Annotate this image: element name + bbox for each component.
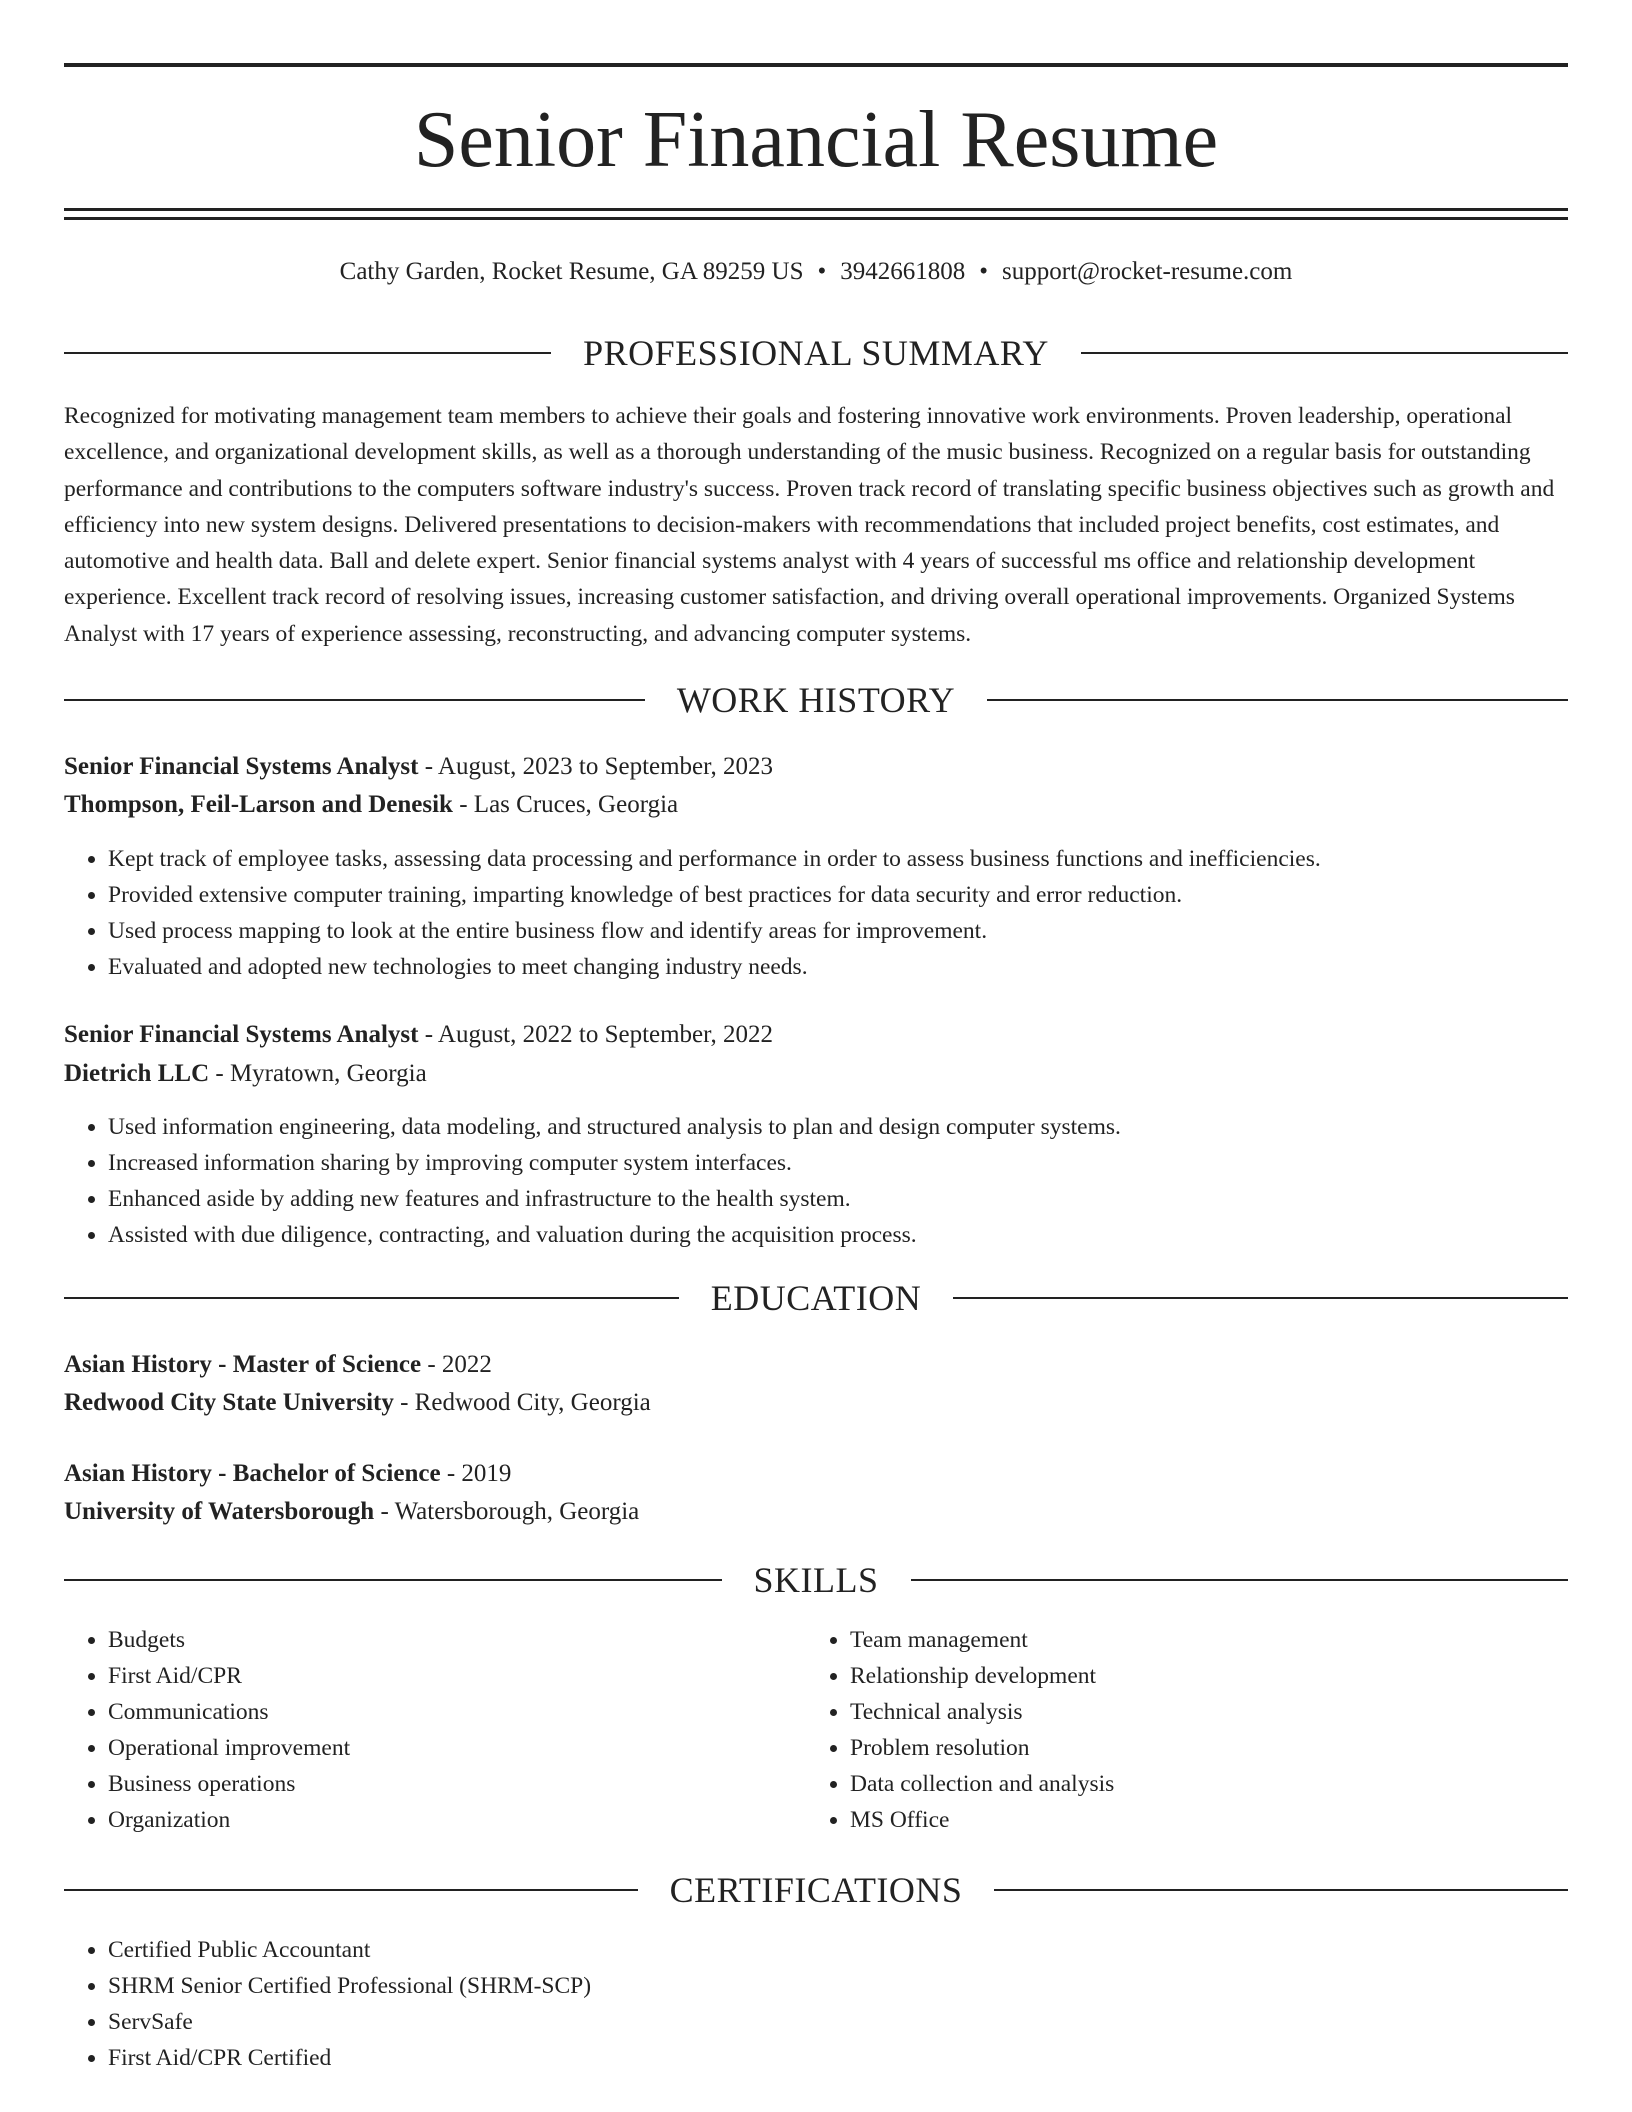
heading-rule <box>64 352 551 354</box>
heading-rule <box>994 1889 1568 1891</box>
job-company: Thompson, Feil-Larson and Denesik <box>64 791 453 818</box>
list-item: • Used information engineering, data modeling, and structured analysis to plan and design computer systems. <box>108 1109 1612 1145</box>
skill-item: • First Aid/CPR <box>108 1658 808 1694</box>
job-location: - Las Cruces, Georgia <box>452 791 679 818</box>
skill-item: • Relationship development <box>850 1658 1550 1694</box>
certification-item: • ServSafe <box>108 2004 1612 2040</box>
job-company-line <box>64 1056 1568 1092</box>
skills-list-left <box>64 1622 808 1838</box>
school-name: Redwood City State University <box>64 1389 394 1416</box>
skill-item: • Team management <box>850 1622 1550 1658</box>
skill-item: • Business operations <box>108 1766 808 1802</box>
list-item: • Increased information sharing by improving computer system interfaces. <box>108 1145 1612 1181</box>
heading-rule <box>953 1297 1568 1299</box>
certifications-list <box>64 1932 1612 2076</box>
list-item: • Enhanced aside by adding new features and infrastructure to the health system. <box>108 1181 1612 1217</box>
skill-item: • Technical analysis <box>850 1694 1550 1730</box>
school-name: University of Watersborough <box>64 1498 375 1525</box>
section-heading-certifications <box>64 1870 1568 1910</box>
job-duties-list <box>64 841 1612 985</box>
list-item: • Evaluated and adopted new technologies to meet changing industry needs. <box>108 949 1612 985</box>
school-line <box>64 1494 1568 1530</box>
degree-line <box>64 1456 1568 1492</box>
contact-separator: • <box>817 258 827 285</box>
contact-email: support@rocket-resume.com <box>1002 258 1293 285</box>
certification-item: • Certified Public Accountant <box>108 1932 1612 1968</box>
job-dates: - August, 2023 to September, 2023 <box>418 753 773 780</box>
degree-name: Asian History - Master of Science <box>64 1351 422 1378</box>
list-item: • Used process mapping to look at the entire business flow and identify areas for improvement. <box>108 913 1612 949</box>
job-duties-list <box>64 1109 1612 1253</box>
skill-item: • Operational improvement <box>108 1730 808 1766</box>
section-title: SKILLS <box>753 1560 879 1600</box>
section-heading-work-history <box>64 680 1568 720</box>
contact-separator: • <box>979 258 989 285</box>
contact-line <box>64 254 1568 290</box>
contact-address: Cathy Garden, Rocket Resume, GA 89259 US <box>339 258 804 285</box>
job-title-line <box>64 1017 1568 1053</box>
heading-rule <box>64 1889 638 1891</box>
top-rule <box>64 63 1568 67</box>
job-title: Senior Financial Systems Analyst <box>64 753 419 780</box>
list-item: • Kept track of employee tasks, assessing data processing and performance in order to assess business functions and inefficiencies. <box>108 841 1612 877</box>
skill-item: • Organization <box>108 1802 808 1838</box>
title-double-rule <box>64 208 1568 220</box>
list-item: • Provided extensive computer training, imparting knowledge of best practices for data security and error reduction. <box>108 877 1612 913</box>
certification-item: • SHRM Senior Certified Professional (SHRM-SCP) <box>108 1968 1612 2004</box>
list-item: • Assisted with due diligence, contracting, and valuation during the acquisition process. <box>108 1217 1612 1253</box>
heading-rule <box>987 699 1568 701</box>
section-title: CERTIFICATIONS <box>669 1870 963 1910</box>
school-location: - Redwood City, Georgia <box>393 1389 651 1416</box>
section-heading-summary <box>64 333 1568 373</box>
degree-name: Asian History - Bachelor of Science <box>64 1460 441 1487</box>
heading-rule <box>911 1579 1569 1581</box>
skill-item: • Problem resolution <box>850 1730 1550 1766</box>
heading-rule <box>64 1297 679 1299</box>
heading-rule <box>1081 352 1568 354</box>
heading-rule <box>64 699 645 701</box>
summary-text: Recognized for motivating management team members to achieve their goals and fostering innovative work environments. Proven leadership, operational excellence, and organizational development skills, as well as a thorough understanding of the music business. Recognized on a regular basis for outstanding performance and contributions to the computers software industry's success. Proven track record of translating specific business objectives such as growth and efficiency into new system designs. Delivered presentations to decision-makers with recommendations that included project benefits, cost estimates, and automotive and health data. Ball and delete expert. Senior financial systems analyst with 4 years of successful ms office and relationship development experience. Excellent track record of resolving issues, increasing customer satisfaction, and driving overall operational improvements. Organized Systems Analyst with 17 years of experience assessing, reconstructing, and advancing computer systems. <box>64 403 1555 647</box>
skill-item: • Data collection and analysis <box>850 1766 1550 1802</box>
skill-item: • MS Office <box>850 1802 1550 1838</box>
section-title: EDUCATION <box>710 1278 922 1318</box>
job-company-line <box>64 787 1568 823</box>
job-title: Senior Financial Systems Analyst <box>64 1021 419 1048</box>
certification-item: • First Aid/CPR Certified <box>108 2040 1612 2076</box>
skill-item: • Communications <box>108 1694 808 1730</box>
job-location: - Myratown, Georgia <box>209 1060 427 1087</box>
section-heading-skills <box>64 1560 1568 1600</box>
heading-rule <box>64 1579 722 1581</box>
skill-item: • Budgets <box>108 1622 808 1658</box>
school-location: - Watersborough, Georgia <box>374 1498 640 1525</box>
skills-list-right <box>806 1622 1550 1838</box>
resume-title: Senior Financial Resume <box>413 96 1219 184</box>
job-dates: - August, 2022 to September, 2022 <box>418 1021 773 1048</box>
job-title-line <box>64 749 1568 785</box>
job-company: Dietrich LLC <box>64 1060 210 1087</box>
section-title: PROFESSIONAL SUMMARY <box>583 333 1049 373</box>
degree-year: - 2022 <box>421 1351 492 1378</box>
degree-line <box>64 1347 1568 1383</box>
section-heading-education <box>64 1278 1568 1318</box>
school-line <box>64 1385 1568 1421</box>
section-title: WORK HISTORY <box>676 680 956 720</box>
contact-phone: 3942661808 <box>840 258 966 285</box>
degree-year: - 2019 <box>440 1460 512 1487</box>
